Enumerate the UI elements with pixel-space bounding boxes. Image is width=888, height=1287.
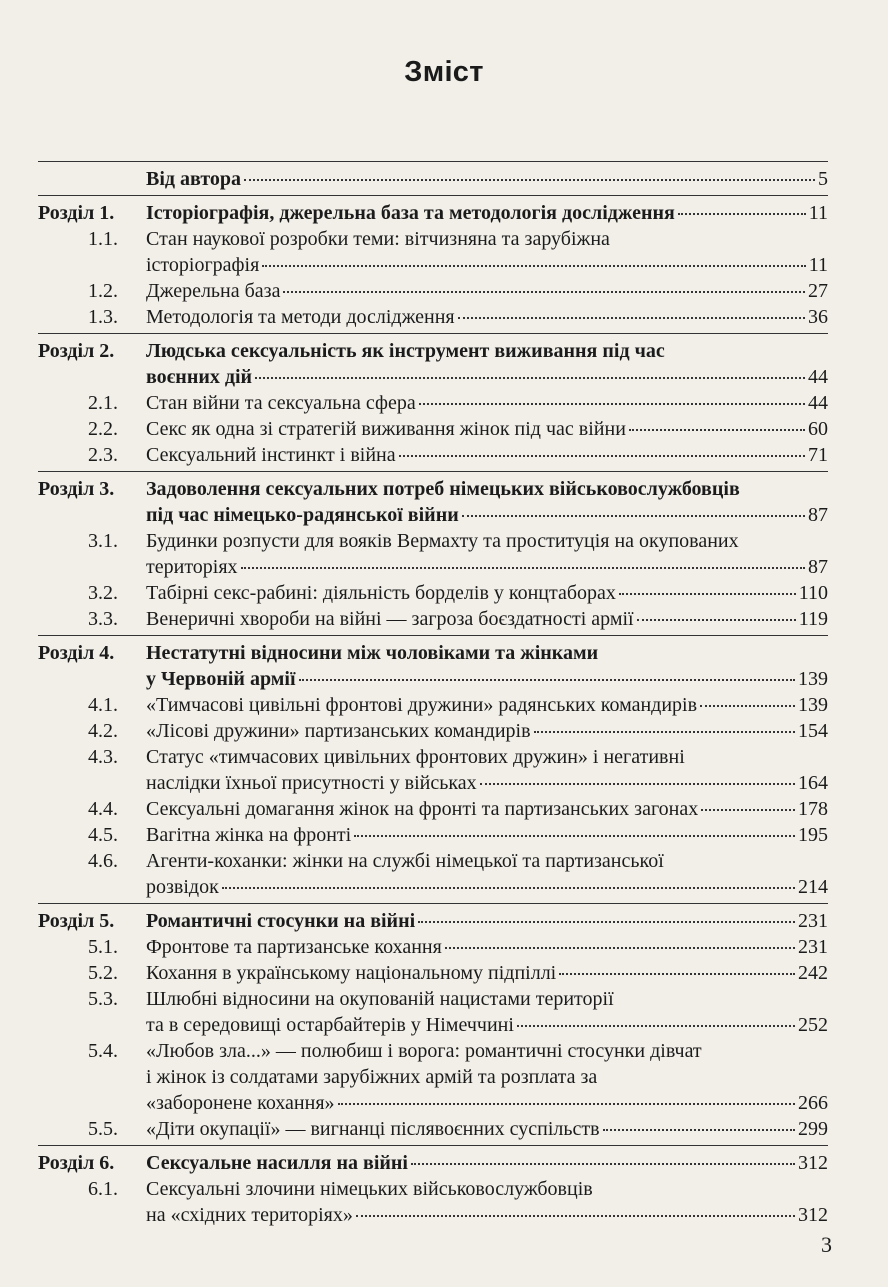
dot-leader [559,973,795,975]
entry-title-line: під час німецько-радянської війни [146,504,459,526]
toc-subsection-entry [38,822,828,848]
entry-number: 4.5. [88,824,118,846]
entry-title-line: Табірні секс-рабині: діяльність борделів у концтаборах [146,582,616,604]
dot-leader [399,455,805,457]
dot-leader [356,1215,795,1217]
dot-leader [462,515,805,517]
toc-subsection-entry [38,304,828,330]
entry-page-number: 154 [798,720,828,742]
toc-subsection-entry [38,986,828,1038]
dot-leader [603,1129,795,1131]
entry-number: 1.2. [88,280,118,302]
dot-leader [701,809,795,811]
entry-title-line: Сексуальні злочини німецьких військовослужбовців [146,1178,593,1200]
entry-number: 1.1. [88,228,118,250]
entry-title-line: Секс як одна зі стратегій виживання жінок під час війни [146,418,626,440]
entry-title-line: Статус «тимчасових цивільних фронтових дружин» і негативні [146,746,685,768]
entry-number: 5.2. [88,962,118,984]
entry-title-line: у Червоній армії [146,668,296,690]
entry-title-line: Сексуальний інстинкт і війна [146,444,396,466]
page-title: Зміст [404,56,484,88]
entry-number: 5.4. [88,1040,118,1062]
table-of-contents [38,158,828,1228]
entry-page-number: 44 [808,366,828,388]
entry-page-number: 164 [798,772,828,794]
entry-number: Розділ 5. [38,910,115,932]
section-divider [38,161,828,162]
entry-number: 5.1. [88,936,118,958]
section-divider [38,333,828,334]
dot-leader [534,731,795,733]
dot-leader [244,179,815,181]
toc-subsection-entry [38,528,828,580]
entry-title-line: Задоволення сексуальних потреб німецьких військовослужбовців [146,478,740,500]
entry-title-line: Шлюбні відносини на окупованій нацистами території [146,988,614,1010]
entry-page-number: 139 [798,694,828,716]
toc-chapter-entry [38,476,828,528]
dot-leader [419,403,805,405]
entry-title-line: Романтичні стосунки на війні [146,910,416,932]
section-divider [38,903,828,904]
dot-leader [629,429,805,431]
dot-leader [255,377,805,379]
dot-leader [678,213,806,215]
dot-leader [283,291,805,293]
entry-page-number: 11 [808,254,828,276]
entry-title-line: «заборонене кохання» [146,1092,335,1114]
page-number: 3 [821,1232,832,1257]
dot-leader [700,705,795,707]
entry-number: 1.3. [88,306,118,328]
entry-title-line: «Любов зла...» — полюбиш і ворога: романтичні стосунки дівчат [146,1040,702,1062]
entry-title-line: «Лісові дружини» партизанських командирів [146,720,531,742]
entry-page-number: 87 [808,556,828,578]
toc-chapter-entry [38,200,828,226]
toc-subsection-entry [38,278,828,304]
dot-leader [222,887,795,889]
dot-leader [411,1163,795,1165]
entry-page-number: 178 [798,798,828,820]
entry-title-line: Стан наукової розробки теми: вітчизняна та зарубіжна [146,228,610,250]
entry-title-line: Фронтове та партизанське кохання [146,936,442,958]
entry-title-line: Венеричні хвороби на війні — загроза боєздатності армії [146,608,634,630]
entry-title-line: Сексуальні домагання жінок на фронті та партизанських загонах [146,798,699,820]
entry-page-number: 195 [798,824,828,846]
entry-title-line: воєнних дій [146,366,253,388]
entry-title-line: Методологія та методи дослідження [146,306,455,328]
entry-title-line: Людська сексуальність як інструмент виживання під час [146,340,665,362]
entry-number: 4.2. [88,720,118,742]
entry-title-line: Стан війни та сексуальна сфера [146,392,416,414]
entry-title-line: та в середовищі остарбайтерів у Німеччині [146,1014,514,1036]
entry-page-number: 5 [818,168,828,190]
entry-title-line: Агенти-коханки: жінки на службі німецької та партизанської [146,850,664,872]
toc-subsection-entry [38,692,828,718]
toc-subsection-entry [38,390,828,416]
dot-leader [458,317,805,319]
toc-chapter-entry [38,640,828,692]
dot-leader [299,679,795,681]
entry-page-number: 71 [808,444,828,466]
entry-title-line: Історіографія, джерельна база та методологія дослідження [146,202,675,224]
toc-subsection-entry [38,416,828,442]
entry-title-line: територіях [146,556,238,578]
entry-page-number: 299 [798,1118,828,1140]
section-divider [38,635,828,636]
dot-leader [517,1025,795,1027]
entry-title-line: Нестатутні відносини між чоловіками та жінками [146,642,599,664]
entry-page-number: 87 [808,504,828,526]
entry-number: 6.1. [88,1178,118,1200]
toc-chapter-entry [38,1150,828,1176]
toc-subsection-entry [38,796,828,822]
entry-title-line: «Діти окупації» — вигнанці післявоєнних суспільств [146,1118,600,1140]
dot-leader [262,265,805,267]
toc-subsection-entry [38,960,828,986]
entry-title-line: на «східних територіях» [146,1204,353,1226]
dot-leader [241,567,805,569]
entry-number: Розділ 3. [38,478,115,500]
entry-number: 4.6. [88,850,118,872]
section-divider [38,1145,828,1146]
entry-number: Розділ 4. [38,642,115,664]
entry-number: Розділ 6. [38,1152,115,1174]
dot-leader [637,619,796,621]
entry-page-number: 36 [808,306,828,328]
toc-subsection-entry [38,580,828,606]
entry-title-line: Від автора [146,168,241,190]
entry-title-line: розвідок [146,876,219,898]
entry-title-line: історіографія [146,254,260,276]
entry-title-line: Кохання в українському національному підпіллі [146,962,557,984]
entry-page-number: 231 [798,910,828,932]
section-divider [38,195,828,196]
entry-number: 3.3. [88,608,118,630]
toc-chapter-entry [38,166,828,192]
dot-leader [354,835,795,837]
entry-page-number: 27 [808,280,828,302]
entry-page-number: 44 [808,392,828,414]
dot-leader [338,1103,795,1105]
entry-title-line: наслідки їхньої присутності у військах [146,772,477,794]
entry-title-line: і жінок із солдатами зарубіжних армій та розплата за [146,1066,598,1088]
toc-subsection-entry [38,848,828,900]
entry-page-number: 242 [798,962,828,984]
entry-page-number: 312 [798,1152,828,1174]
toc-subsection-entry [38,934,828,960]
entry-page-number: 60 [808,418,828,440]
entry-title-line: Вагітна жінка на фронті [146,824,352,846]
entry-number: 4.1. [88,694,118,716]
toc-subsection-entry [38,1038,828,1116]
entry-title-line: Сексуальне насилля на війні [146,1152,408,1174]
entry-number: 4.4. [88,798,118,820]
entry-number: Розділ 2. [38,340,115,362]
entry-number: 3.2. [88,582,118,604]
entry-number: 2.3. [88,444,118,466]
entry-title-line: Джерельна база [146,280,281,302]
entry-number: 5.5. [88,1118,118,1140]
toc-chapter-entry [38,908,828,934]
entry-number: 3.1. [88,530,118,552]
entry-number: 2.2. [88,418,118,440]
section-divider [38,471,828,472]
toc-subsection-entry [38,226,828,278]
entry-page-number: 231 [798,936,828,958]
entry-title-line: Будинки розпусти для вояків Вермахту та проституція на окупованих [146,530,739,552]
dot-leader [418,921,795,923]
toc-subsection-entry [38,606,828,632]
entry-page-number: 139 [798,668,828,690]
entry-number: 4.3. [88,746,118,768]
toc-subsection-entry [38,442,828,468]
toc-subsection-entry [38,718,828,744]
entry-number: 5.3. [88,988,118,1010]
entry-page-number: 252 [798,1014,828,1036]
toc-subsection-entry [38,1176,828,1228]
toc-chapter-entry [38,338,828,390]
entry-page-number: 11 [808,202,828,224]
entry-number: 2.1. [88,392,118,414]
entry-page-number: 119 [798,608,828,630]
entry-page-number: 266 [798,1092,828,1114]
toc-subsection-entry [38,744,828,796]
entry-number: Розділ 1. [38,202,115,224]
entry-page-number: 312 [798,1204,828,1226]
entry-page-number: 110 [798,582,828,604]
toc-subsection-entry [38,1116,828,1142]
entry-title-line: «Тимчасові цивільні фронтові дружини» радянських командирів [146,694,698,716]
entry-page-number: 214 [798,876,828,898]
dot-leader [619,593,796,595]
dot-leader [445,947,795,949]
dot-leader [480,783,795,785]
